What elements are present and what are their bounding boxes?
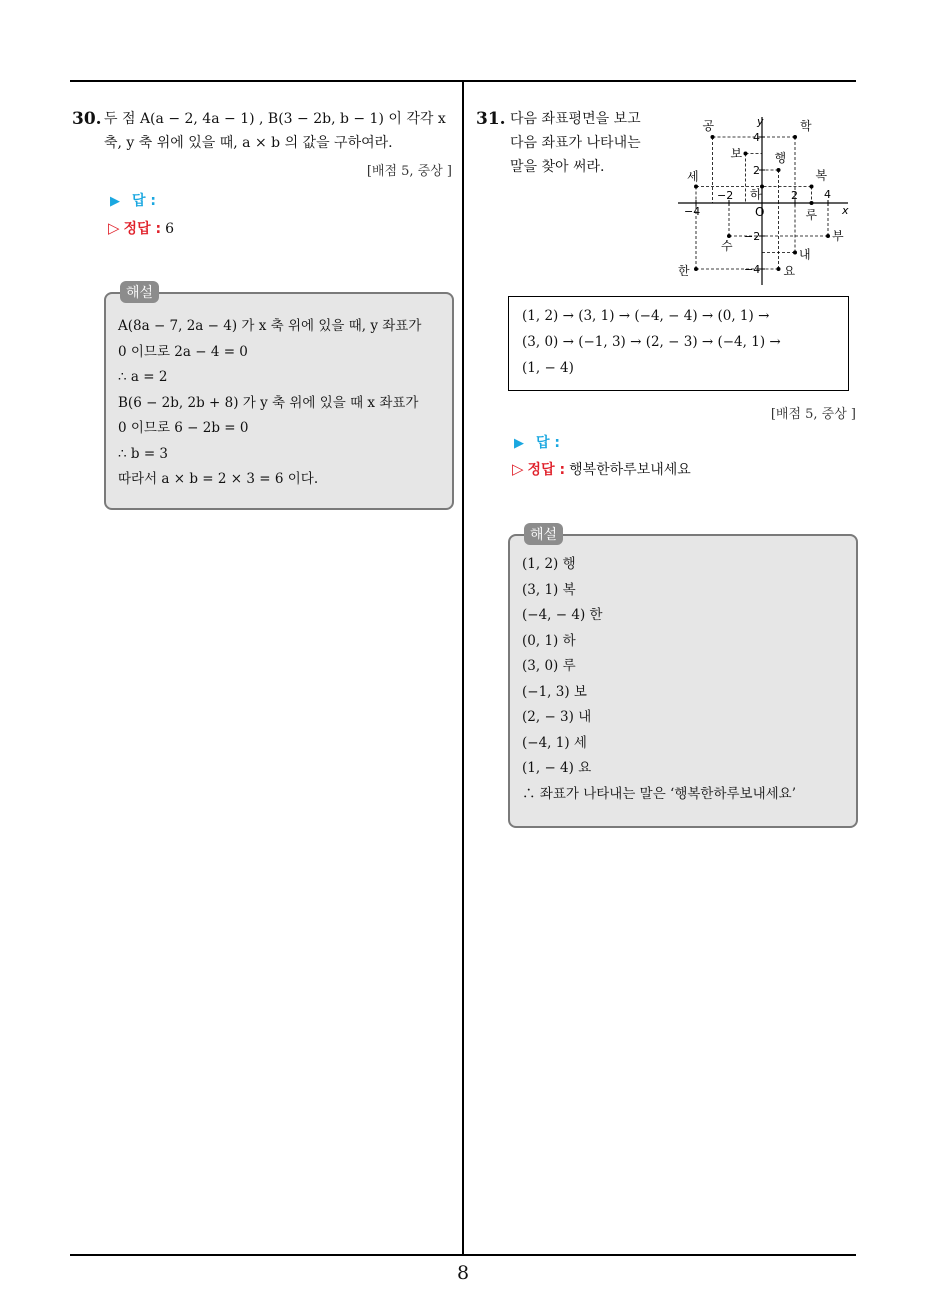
point-label: 공 [702,119,715,133]
sequence-line: (1, − 4) [522,360,574,376]
point-label: 복 [815,168,828,183]
solution-line: (3, 1) 복 [522,581,576,598]
y-tick-label: −4 [744,263,761,276]
question-31-correct-row [512,459,691,479]
answer-label: 답 : [132,193,156,209]
sequence-line: (3, 0) → (−1, 3) → (2, − 3) → (−4, 1) → [522,334,781,350]
graph-point [810,185,814,189]
question-30-text [104,107,446,155]
graph-point [711,135,715,139]
question-31-line: 말을 찾아 써라. [510,159,605,175]
solution-line: A(8a − 7, 2a − 4) 가 x 축 위에 있을 때, y 좌표가 [118,318,422,334]
solution-line: ∴ a = 2 [118,369,168,385]
solution-line: (−4, 1) 세 [522,734,587,751]
outline-arrow-icon: ▷ [512,460,524,478]
correct-value: 6 [165,221,174,237]
column-divider [462,81,464,1255]
solution-tag: 해설 [120,281,159,303]
sequence-line: (1, 2) → (3, 1) → (−4, − 4) → (0, 1) → [522,308,770,324]
question-31-line: 다음 좌표가 나타내는 [510,135,641,151]
correct-label: 정답 : [527,462,566,478]
question-31-meta: [배점 5, 중상 ] [770,407,856,422]
graph-point [727,234,731,238]
solution-line: (1, − 4) 요 [522,760,592,776]
correct-label: 정답 : [123,221,162,237]
point-label: 보 [730,146,743,161]
question-30-line: 두 점 A(a − 2, 4a − 1) , B(3 − 2b, b − 1) 이 각각 x [104,111,446,127]
question-30-line: 축, y 축 위에 있을 때, a × b 의 값을 구하여라. [104,135,393,151]
question-31-text [510,107,641,179]
graph-point [793,251,797,255]
graph-point [744,152,748,156]
solution-line: 0 이므로 2a − 4 = 0 [118,343,248,360]
point-label: 요 [783,264,796,278]
page-number: 8 [456,1262,470,1284]
graph-point [793,135,797,139]
question-30-meta: [배점 5, 중상 ] [366,164,452,179]
solution-line: ∴ b = 3 [118,445,169,462]
coordinate-plane [670,105,860,290]
x-tick-label: −4 [684,205,701,218]
solution-line: (0, 1) 하 [522,632,576,649]
answer-label: 답 : [536,435,560,451]
solution-line: 0 이므로 6 − 2b = 0 [118,420,249,436]
solution-line: (−4, − 4) 한 [522,607,603,623]
graph-point [777,168,781,172]
outline-arrow-icon: ▷ [108,219,120,237]
question-31-answer-row [514,432,560,452]
solution-line: (3, 0) 루 [522,658,576,674]
origin-label: O [755,205,765,219]
x-axis-label: x [842,204,849,217]
graph-point [694,185,698,189]
point-label: 수 [721,239,733,253]
question-30-solution-box [104,292,454,510]
y-tick-label: −2 [744,230,761,243]
x-tick-label: 2 [791,189,798,202]
question-31-number: 31. [476,109,506,129]
solution-line: (2, − 3) 내 [522,709,592,725]
y-axis-label: y [757,115,764,128]
solution-tag: 해설 [524,523,563,545]
point-label: 행 [774,151,787,165]
solution-line: (1, 2) 행 [522,556,576,572]
graph-point [826,234,830,238]
bottom-rule [70,1254,856,1256]
x-tick-label: −2 [717,189,734,202]
solution-line: ∴ 좌표가 나타내는 말은 ‘행복한하루보내세요’ [522,785,796,802]
point-label: 하 [750,187,762,202]
question-30-number: 30. [72,109,102,129]
graph-point [777,267,781,271]
point-label: 세 [687,169,699,184]
point-label: 루 [805,208,818,222]
solution-line: B(6 − 2b, 2b + 8) 가 y 축 위에 있을 때 x 좌표가 [118,394,419,411]
y-tick-label: 2 [753,164,760,177]
question-31-line: 다음 좌표평면을 보고 [510,111,641,127]
solution-line: (−1, 3) 보 [522,683,587,700]
point-label: 내 [799,247,811,262]
play-arrow-icon: ▶ [110,194,120,209]
correct-value: 행복한하루보내세요 [569,462,691,478]
graph-point [694,267,698,271]
x-tick-label: 4 [824,188,831,201]
solution-line: 따라서 a × b = 2 × 3 = 6 이다. [118,471,319,487]
question-31-solution-box [508,534,858,828]
point-label: 부 [832,229,844,243]
play-arrow-icon: ▶ [514,436,524,451]
coordinate-sequence-box [508,296,849,391]
question-30-correct-row [108,218,174,238]
graph-point [810,201,814,205]
point-label: 학 [800,119,812,133]
y-tick-label: 4 [753,131,760,144]
question-30-answer-row [110,190,156,210]
point-label: 한 [678,264,690,278]
